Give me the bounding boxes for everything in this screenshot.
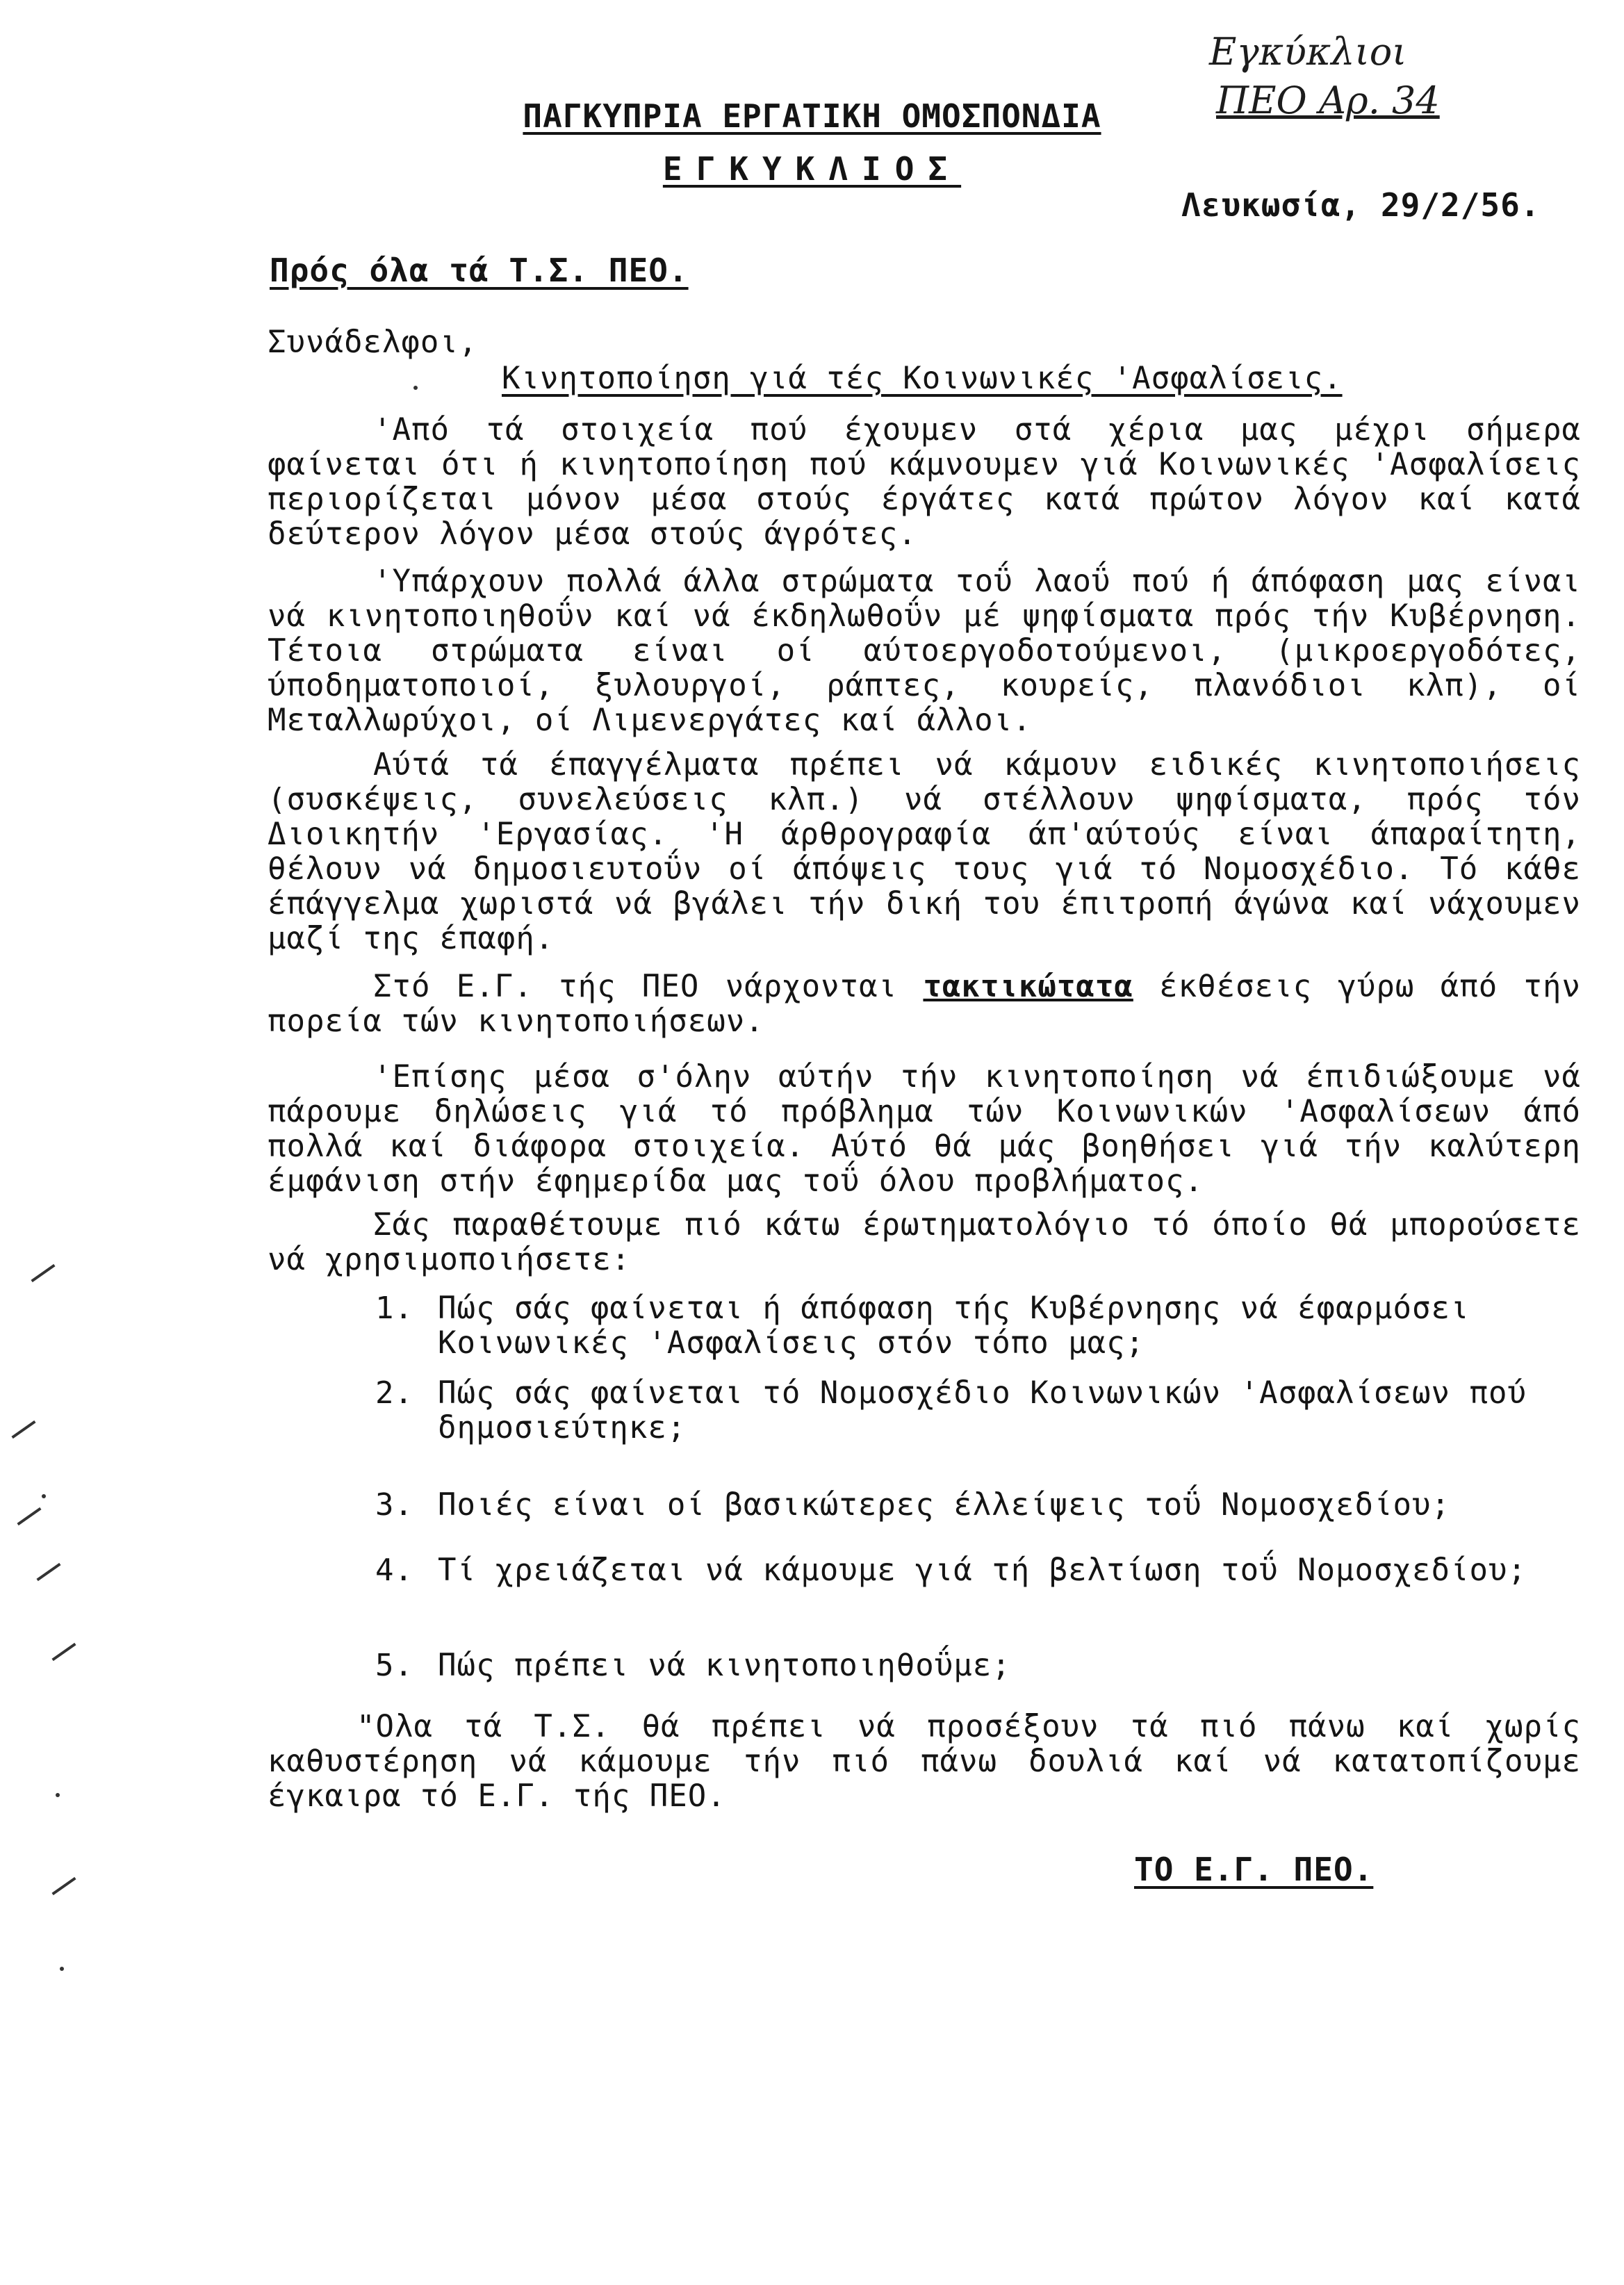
paragraph-5: 'Επίσης μέσα σ'όλην αύτήν τήν κινητοποίηση νά έπιδιώξουμε νά πάρουμε δηλώσεις γιά τό πρόβλημα τών Κοινωνικών 'Ασφαλίσεων άπό πολλά καί διάφορα στοιχεία. Αύτό θά μάς βοηθήσει γιά τήν καλύτερη έμφάνιση στήν έφημερίδα μας τοΰ όλου προβλήματος. [268, 1059, 1581, 1199]
handwritten-note-line2: ΠΕΟ Αρ. 34 [1216, 79, 1440, 122]
scan-mark [17, 1507, 41, 1525]
paragraph-4: Στό Ε.Γ. τής ΠΕΟ νάρχονται τακτικώτατα έκθέσεις γύρω άπό τήν πορεία τών κινητοποιήσεων. [268, 969, 1581, 1039]
scan-speck [413, 386, 418, 390]
paragraph-2: 'Υπάρχουν πολλά άλλα στρώματα τοΰ λαοΰ πού ή άπόφαση μας είναι νά κινητοποιηθοΰν καί νά έκδηλωθοΰν μέ ψηφίσματα πρός τήν Κυβέρνηση. Τέτοια στρώματα είναι οί αύτοεργοδοτούμενοι, (μικροεργοδότες, ύποδηματοποιοί, ξυλουργοί, ράπτες, κουρείς, πλανόδιοι κλπ), οί Μεταλλωρύχοι, οί Λιμενεργάτες καί άλλοι. [268, 564, 1581, 738]
document-type: ΕΓΚΥΚΛΙΟΣ [662, 150, 962, 188]
scan-mark [31, 1264, 55, 1282]
question-item: 1. Πώς σάς φαίνεται ή άπόφαση τής Κυβέρνησης νά έφαρμόσει Κοινωνικές 'Ασφαλίσεις στόν τόπο μας; [375, 1291, 1470, 1361]
paragraph-3: Αύτά τά έπαγγέλματα πρέπει νά κάμουν ειδικές κινητοποιήσεις (συσκέψεις, συνελεύσεις κλπ.) νά στέλλουν ψηφίσματα, πρός τόν Διοικητήν 'Εργασίας. 'Η άρθρογραφία άπ'αύτούς είναι άπαραίτητη, θέλουν νά δημοσιευτοΰν οί άπόψεις τους γιά τό Νομοσχέδιο. Τό κάθε έπάγγελμα χωριστά νά βγάλει τήν δική του έπιτροπή άγώνα καί νάχουμεν μαζί της έπαφή. [268, 747, 1581, 956]
scan-speck [56, 1793, 60, 1797]
question-item: 4. Τί χρειάζεται νά κάμουμε γιά τή βελτίωση τοΰ Νομοσχεδίου; [375, 1553, 1527, 1588]
paragraph-6: Σάς παραθέτουμε πιό κάτω έρωτηματολόγιο τό όποίο θά μπορούσετε νά χρησιμοποιήσετε: [268, 1207, 1581, 1277]
handwritten-note-line1: Εγκύκλιοι [1209, 30, 1407, 74]
emphasis-text: τακτικώτατα [923, 969, 1133, 1004]
subject-line: Κινητοποίηση γιά τές Κοινωνικές 'Ασφαλίσεις. [502, 361, 1343, 396]
scan-mark [36, 1563, 60, 1581]
paragraph-1: 'Από τά στοιχεία πού έχουμεν στά χέρια μας μέχρι σήμερα φαίνεται ότι ή κινητοποίηση πού κάμνουμεν γιά Κοινωνικές 'Ασφαλίσεις περιορίζεται μόνον μέσα στούς έργάτες κατά πρώτον λόγον καί κατά δεύτερον λόγον μέσα στούς άγρότες. [268, 412, 1581, 552]
scan-speck [42, 1494, 46, 1498]
scan-speck [60, 1967, 64, 1971]
document-date: Λευκωσία, 29/2/56. [1181, 186, 1541, 224]
scan-mark [51, 1643, 76, 1661]
organization-title: ΠΑΓΚΥΠΡΙΑ ΕΡΓΑΤΙΚΗ ΟΜΟΣΠΟΝΔΙΑ [523, 97, 1101, 135]
signature: ΤΟ Ε.Γ. ΠΕΟ. [1134, 1851, 1374, 1888]
question-item: 2. Πώς σάς φαίνεται τό Νομοσχέδιο Κοινωνικών 'Ασφαλίσεων πού δημοσιεύτηκε; [375, 1375, 1527, 1445]
salutation: Συνάδελφοι, [268, 325, 478, 360]
closing-paragraph: "Ολα τά Τ.Σ. θά πρέπει νά προσέξουν τά πιό πάνω καί χωρίς καθυστέρηση νά κάμουμε τήν πιό πάνω δουλιά καί νά κατατοπίζουμε έγκαιρα τό Ε.Γ. τής ΠΕΟ. [268, 1709, 1581, 1814]
scan-mark [11, 1420, 35, 1439]
question-item: 5. Πώς πρέπει νά κινητοποιηθοΰμε; [375, 1648, 1011, 1683]
recipient-line: Πρός όλα τά Τ.Σ. ΠΕΟ. [270, 252, 689, 289]
scan-mark [51, 1877, 76, 1895]
question-item: 3. Ποιές είναι οί βασικώτερες έλλείψεις τοΰ Νομοσχεδίου; [375, 1487, 1450, 1523]
